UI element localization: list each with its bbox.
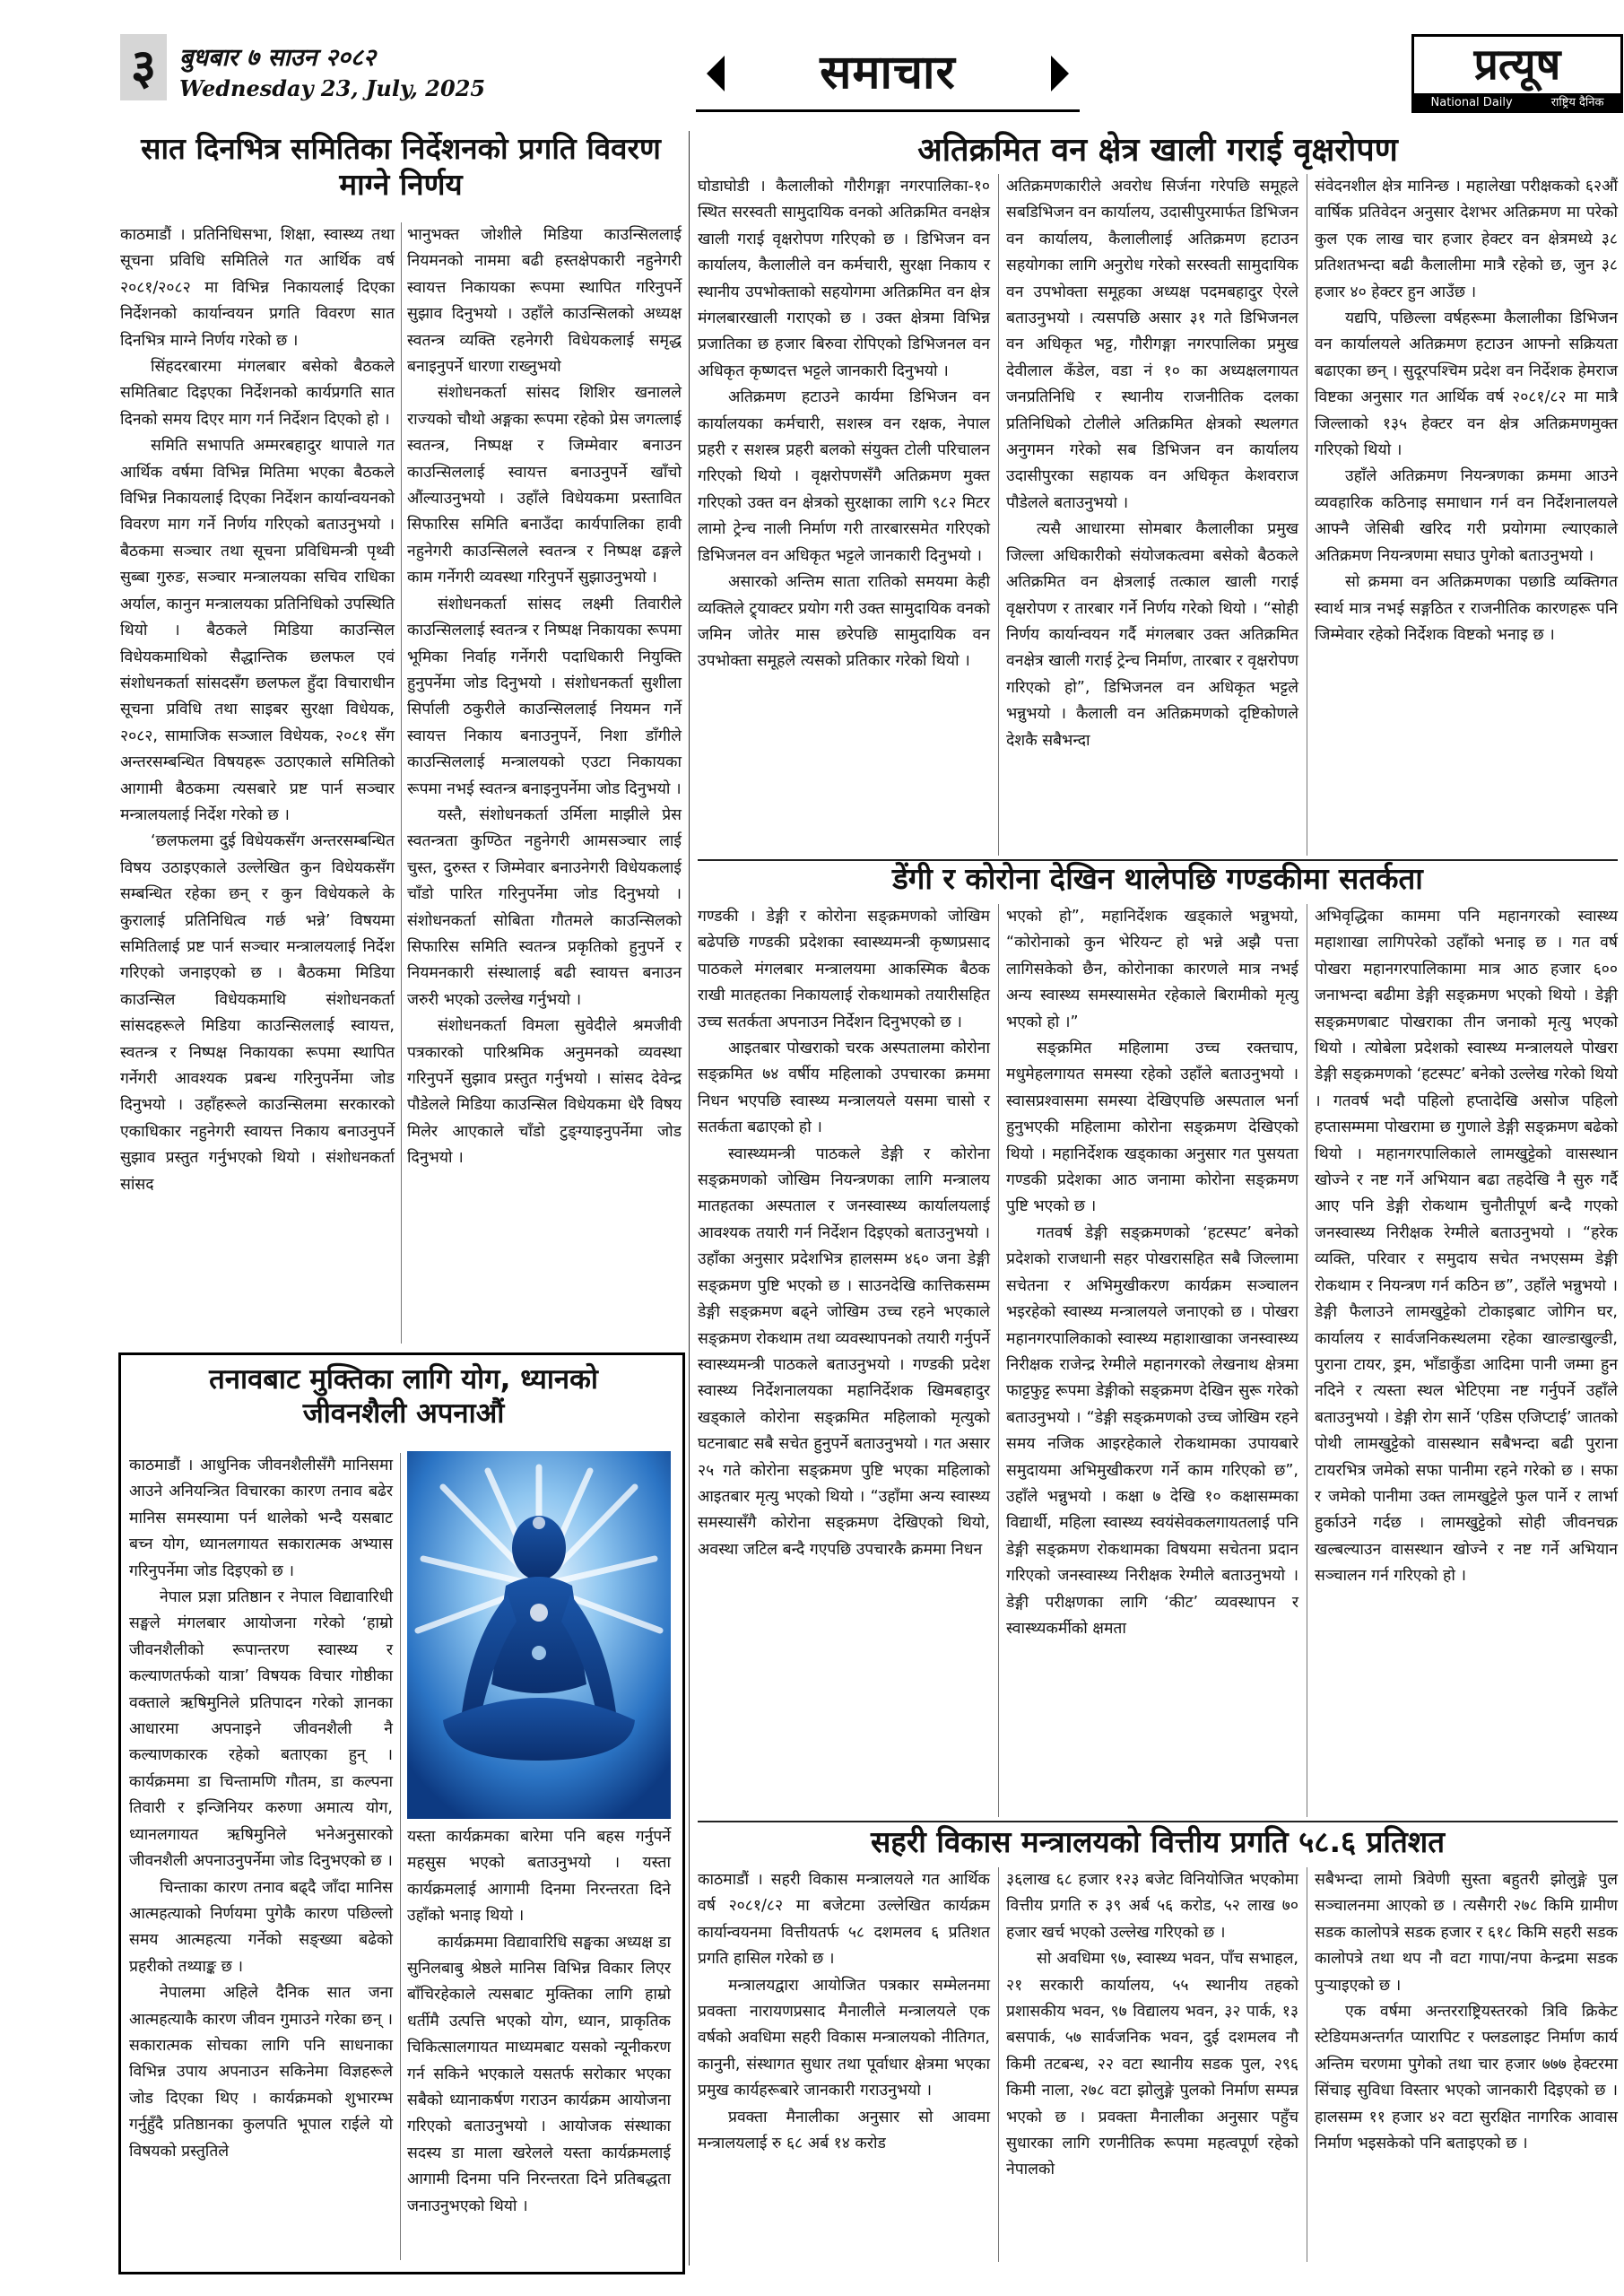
story3-headline: डेंगी र कोरोना देखिन थालेपछि गण्डकीमा सतर्कता: [892, 861, 1423, 896]
story3-paragraph: गण्डकी । डेङ्गी र कोरोना सङ्क्रमणको जोखिम बढेपछि गण्डकी प्रदेशका स्वास्थ्यमन्त्री कृष्णप्रसाद पाठकले मंगलबार मन्त्रालयमा आकस्मिक बैठक राखी मातहतका निकायलाई रोकथामको तयारीसहित उच्च सतर्कता अपनाउन निर्देशन दिनुभएको छ ।: [698, 908, 990, 1031]
story2-paragraph: असारको अन्तिम साता रातिको समयमा केही व्यक्तिले ट्र्याक्टर प्रयोग गरी उक्त सामुदायिक वनको जमिन जोतेर मास छरेपछि सामुदायिक वन उपभोक्ता समूहले त्यसको प्रतिकार गरेको थियो ।: [698, 573, 990, 671]
tagline-nepali: राष्ट्रिय दैनिक: [1550, 96, 1604, 109]
story3-paragraph: अभिवृद्धिका काममा पनि महानगरको स्वास्थ्य महाशाखा लागिपरेको उहाँको भनाइ छ । गत वर्ष पोखरा महानगरपालिकामा मात्र आठ हजार ६०० जनाभन्दा बढीमा डेङ्गी सङ्क्रमण भएको थियो । डेङ्गी सङ्क्रमणबाट पोखराका तीन जनाको मृत्यु भएको थियो । त्योबेला प्रदेशको स्वास्थ्य मन्त्रालयले पोखरा डेङ्गी सङ्क्रमणको ‘हटस्पट’ बनेको उल्लेख गरेको थियो । गतवर्ष भदौ पहिलो हप्तादेखि असोज पहिलो हप्तासम्ममा पोखरामा छ गुणाले डेङ्गी सङ्क्रमण बढेको थियो । महानगरपालिकाले लामखुट्टेको वासस्थान खोज्ने र नष्ट गर्ने अभियान बढा तहदेखि नै सुरु गर्दै आए पनि डेङ्गी रोकथाम चुनौतीपूर्ण बन्दै गएको जनस्वास्थ्य निरीक्षक रेग्मीले बताउनुभयो । “हरेक व्यक्ति, परिवार र समुदाय सचेत नभएसम्म डेङ्गी रोकथाम र नियन्त्रण गर्न कठिन छ”, उहाँले भन्नुभयो । डेङ्गी फैलाउने लामखुट्टेको टोकाइबाट जोगिन घर, कार्यालय र सार्वजनिकस्थलमा रहेका खाल्डाखुल्डी, पुराना टायर, ड्रम, भाँडाकुँडा आदिमा पानी जम्मा हुन नदिने र त्यस्ता स्थल भेटिएमा नष्ट गर्नुपर्ने उहाँले बताउनुभयो । डेङ्गी रोग सार्ने ‘एडिस एजिप्टाई’ जातको पोथी लामखुट्टेको वासस्थान सबैभन्दा बढी पुराना टायरभित्र जमेको सफा पानीमा रहने गरेको छ । सफा र जमेको पानीमा उक्त लामखुट्टेले फुल पार्ने र लार्भा हुर्काउने गर्दछ । लामखुट्टेको सोही जीवनचक्र खल्बल्याउन वासस्थान खोज्ने र नष्ट गर्ने अभियान सञ्चालन गर्न गरिएको हो ।: [1315, 908, 1618, 1586]
story5-paragraph: प्रवक्ता मैनालीका अनुसार सो आवमा मन्त्रालयलाई रु ६८ अर्ब १४ करोड: [698, 2108, 990, 2153]
story2-paragraph: सो क्रममा वन अतिक्रमणका पछाडि व्यक्तिगत स्वार्थ मात्र नभई सङ्गठित र राजनीतिक कारणहरू पनि जिम्मेवार रहेको निर्देशक विष्टको भनाइ छ ।: [1315, 573, 1618, 644]
story1-paragraph: संशोधनकर्ता सांसद लक्ष्मी तिवारीले काउन्सिललाई स्वतन्त्र र निष्पक्ष निकायका रूपमा भूमिका निर्वाह गर्नेगरी पदाधिकारी नियुक्ति हुनुपर्नेमा जोड दिनुभयो । संशोधनकर्ता सुशीला सिर्पाली ठकुरीले काउन्सिललाई नियमन गर्ने स्वायत्त निकाय बनाउनुपर्ने, निशा डाँगीले काउन्सिललाई मन्त्रालयको एउटा निकायका रूपमा नभई स्वतन्त्र बनाइनुपर्नेमा जोड दिनुभयो ।: [407, 595, 682, 798]
story4-headline: तनावबाट मुक्तिका लागि योग, ध्यानको जीवनशैली अपनाऔं: [209, 1363, 598, 1430]
date-english: Wednesday 23, July, 2025: [179, 75, 486, 101]
column-divider: [400, 1453, 401, 2260]
story5-headline: सहरी विकास मन्त्रालयको वित्तीय प्रगति ५८.६ प्रतिशत: [870, 1824, 1446, 1859]
story5-paragraph: काठमाडौं । सहरी विकास मन्त्रालयले गत आर्थिक वर्ष २०८१/८२ मा बजेटमा उल्लेखित कार्यक्रम कार्यान्वयनमा वित्तीयतर्फ ५८ दशमलव ६ प्रतिशत प्रगति हासिल गरेको छ ।: [698, 1871, 990, 1969]
story4-column-1: [129, 1453, 393, 2165]
page-header: [120, 34, 1618, 120]
masthead-logo: [1411, 34, 1618, 115]
story1-paragraph: यस्तै, संशोधनकर्ता उर्मिला माझीले प्रेस स्वतन्त्रता कुण्ठित नहुनेगरी आमसञ्चार लाई चुस्त, दुरुस्त र जिम्मेवार बनाउनेगरी विधेयकलाई चाँडो पारित गरिनुपर्नेमा जोड दिनुभयो । संशोधनकर्ता सोबिता गौतमले काउन्सिलको सिफारिस समिति स्वतन्त्र प्रकृतिको हुनुपर्ने र नियमनकारी संस्थालाई बढी स्वायत्त बनाउन जरुरी भएको उल्लेख गर्नुभयो ।: [407, 805, 682, 1009]
section-divider: [698, 1821, 1618, 1822]
column-divider: [998, 1867, 999, 2262]
story2-paragraph: त्यसै आधारमा सोमबार कैलालीका प्रमुख जिल्ला अधिकारीको संयोजकत्वमा बसेको बैठकले अतिक्रमित वन क्षेत्रलाई तत्काल खाली गराई वृक्षरोपण र तारबार गर्ने निर्णय गरेको थियो । “सोही निर्णय कार्यान्वयन गर्दै मंगलबार उक्त अतिक्रमित वनक्षेत्र खाली गराई ट्रेन्च निर्माण, तारबार र वृक्षरोपण गरिएको हो”, डिभिजनल वन अधिकृत भट्टले भन्नुभयो । कैलाली वन अतिक्रमणको दृष्टिकोणले देशकै सबैभन्दा: [1006, 520, 1298, 750]
story5-column-1: [698, 1867, 990, 2157]
story3-paragraph: भएको हो”, महानिर्देशक खड्काले भन्नुभयो, “कोरोनाको कुन भेरियन्ट हो भन्ने अझै पत्ता लागिसकेको छैन, कोरोनाका कारणले मात्र नभई अन्य स्वास्थ्य समस्यासमेत रहेकाले बिरामीको मृत्यु भएको हो ।”: [1006, 908, 1298, 1031]
story3-column-1: [698, 904, 990, 1563]
story2-paragraph: यद्यपि, पछिल्ला वर्षहरूमा कैलालीका डिभिजन वन कार्यालयले अतिक्रमण हटाउन आफ्नो सक्रियता बढाएका छन् । सुदूरपश्चिम प्रदेश वन निर्देशक हेमराज विष्टका अनुसार गत आर्थिक वर्ष २०८१/८२ मा मात्रै जिल्लाको १३५ हेक्टर वन क्षेत्र अतिक्रमणमुक्त गरिएको थियो ।: [1315, 309, 1618, 460]
meditation-photo: [407, 1451, 671, 1819]
triangle-right-icon: [1051, 56, 1069, 91]
story1-paragraph: संशोधनकर्ता विमला सुवेदीले श्रमजीवी पत्रकारको पारिश्रमिक अनुमनको व्यवस्था गरिनुपर्ने सुझाव प्रस्तुत गर्नुभयो । सांसद देवेन्द्र पौडेलले मिडिया काउन्सिल विधेयकमा धेरै विषय मिलेर आएकाले चाँडो टुङ्ग्याइनुपर्नेमा जोड दिनुभयो ।: [407, 1017, 682, 1168]
story2-paragraph: अतिक्रमणकारीले अवरोध सिर्जना गरेपछि समूहले सबडिभिजन वन कार्यालय, उदासीपुरमार्फत डिभिजन वन कार्यालय, कैलालीलाई अतिक्रमण हटाउन सहयोगका लागि अनुरोध गरेको सरस्वती सामुदायिक वन उपभोक्ता समूहका अध्यक्ष पदमबहादुर ऐरले बताउनुभयो । त्यसपछि असार ३१ गते डिभिजनल वन अधिकृत भट्ट, गौरीगङ्गा नगरपालिका प्रमुख देवीलाल कँडेल, वडा नं १० का अध्यक्षलगायत जनप्रतिनिधि र स्थानीय राजनीतिक दलका प्रतिनिधिको टोलीले अतिक्रमित क्षेत्रको स्थलगत अनुगमन गरेको सब डिभिजन वन कार्यालय उदासीपुरका सहायक वन अधिकृत केशवराज पौडेलले बताउनुभयो ।: [1006, 178, 1298, 512]
story2-column-2: [1006, 174, 1298, 754]
story3-paragraph: सङ्क्रमित महिलामा उच्च रक्तचाप, मधुमेहलगायत समस्या रहेको उहाँले बताउनुभयो । स्वासप्रश्वासमा समस्या देखिएपछि अस्पताल भर्ना हुनुभएकी महिलामा कोरोना सङ्क्रमण देखिएको थियो । महानिर्देशक खड्काका अनुसार गत पुसयता गण्डकी प्रदेशका आठ जनामा कोरोना सङ्क्रमण पुष्टि भएको छ ।: [1006, 1039, 1298, 1216]
story4-paragraph: चिन्ताका कारण तनाव बढ्दै जाँदा मानिस आत्महत्याको निर्णयमा पुगेकै कारण पछिल्लो समय आत्महत्या गर्नेको सङ्ख्या बढेको प्रहरीको तथ्याङ्क छ ।: [129, 1878, 393, 1976]
story3-column-2: [1006, 904, 1298, 1642]
story1-paragraph: भानुभक्त जोशीले मिडिया काउन्सिललाई नियमनको नाममा बढी हस्तक्षेपकारी नहुनेगरी स्वायत्त निकायका रूपमा स्थापित गरिनुपर्ने सुझाव दिनुभयो । उहाँले काउन्सिलको अध्यक्ष स्वतन्त्र व्यक्ति रहनेगरी विधेयकलाई समृद्ध बनाइनुपर्ने धारणा राख्नुभयो: [407, 226, 682, 377]
story1-paragraph: संशोधनकर्ता सांसद शिशिर खनालले राज्यको चौथो अङ्गका रूपमा रहेको प्रेस जगत्लाई स्वतन्त्र, निष्पक्ष र जिम्मेवार बनाउन काउन्सिललाई स्वायत्त बनाउनुपर्ने खाँचो औंल्याउनुभयो । उहाँले विधेयकमा प्रस्तावित सिफारिस समिति बनाउँदा कार्यपालिका हावी नहुनेगरी काउन्सिलले स्वतन्त्र र निष्पक्ष ढङ्गले काम गर्नेगरी व्यवस्था गरिनुपर्ने सुझाउनुभयो ।: [407, 384, 682, 587]
story2-column-1: [698, 174, 990, 675]
masthead-title: प्रत्यूष: [1411, 34, 1623, 97]
page-number: ३: [120, 34, 167, 100]
story2-paragraph: संवेदनशील क्षेत्र मानिन्छ । महालेखा परीक्षकको ६२औं वार्षिक प्रतिवेदन अनुसार देशभर अतिक्रमण मा परेको कुल एक लाख चार हजार हेक्टर वन क्षेत्रमध्ये ३८ प्रतिशतभन्दा बढी कैलालीमा मात्रै रहेको छ, जुन ३८ हजार ४० हेक्टर हुन आउँछ ।: [1315, 178, 1618, 301]
triangle-left-icon: [707, 56, 725, 91]
story3-paragraph: आइतबार पोखराको चरक अस्पतालमा कोरोना सङ्क्रमित ७४ वर्षीय महिलाको उपचारका क्रममा निधन भएपछि स्वास्थ्य मन्त्रालयले यसमा चासो र सतर्कता बढाएको हो ।: [698, 1039, 990, 1137]
story2-paragraph: उहाँले अतिक्रमण नियन्त्रणका क्रममा आउने व्यवहारिक कठिनाइ समाधान गर्न वन निर्देशनालयले आफ्नै जेसिबी खरिद गरी प्रयोगमा ल्याएकाले अतिक्रमण नियन्त्रणमा सघाउ पुगेको बताउनुभयो ।: [1315, 467, 1618, 565]
story4-paragraph: नेपाल प्रज्ञा प्रतिष्ठान र नेपाल विद्यावारिधी सङ्घले मंगलबार आयोजना गरेको ‘हाम्रो जीवनशैलीको रूपान्तरण स्वास्थ्य र कल्याणतर्फको यात्रा’ विषयक विचार गोष्ठीका वक्ताले ऋषिमुनिले प्रतिपादन गरेको ज्ञानका आधारमा अपनाइने जीवनशैली नै कल्याणकारक रहेको बताएका हुन् । कार्यक्रममा डा चिन्तामणि गौतम, डा कल्पना तिवारी र इन्जिनियर करुणा अमात्य योग, ध्यानलगायत ऋषिमुनिले भनेअनुसारको जीवनशैली अपनाउनुपर्नेमा जोड दिनुभएको छ ।: [129, 1588, 393, 1871]
story4-column-2: [407, 1824, 671, 2220]
story5-paragraph: एक वर्षमा अन्तरराष्ट्रियस्तरको त्रिवि क्रिकेट स्टेडियमअन्तर्गत प्यारापिट र फ्लडलाइट निर्माण कार्य अन्तिम चरणमा पुगेको तथा चार हजार ७७७ हेक्टरमा सिंचाइ सुविधा विस्तार भएको जानकारी दिइएको छ । हालसम्म ११ हजार ४२ वटा सुरक्षित नागरिक आवास निर्माण भइसकेको पनि बताइएको छ ।: [1315, 2003, 1618, 2153]
story4-paragraph: कार्यक्रममा विद्यावारिधि सङ्घका अध्यक्ष डा सुनिलबाबु श्रेष्ठले मानिस विभिन्न विकार लिएर बाँचिरहेकाले त्यसबाट मुक्तिका लागि हाम्रो धर्तीमै उत्पत्ति भएको योग, ध्यान, प्राकृतिक चिकित्सालगायत माध्यमबाट यसको न्यूनीकरण गर्न सकिने भएकाले यसतर्फ सरोकार भएका सबैको ध्यानाकर्षण गराउन कार्यक्रम आयोजना गरिएको बताउनुभयो । आयोजक संस्थाका सदस्य डा माला खरेलले यस्ता कार्यक्रमलाई आगामी दिनमा पनि निरन्तरता दिने प्रतिबद्धता जनाउनुभएको थियो ।: [407, 1933, 671, 2215]
story3-paragraph: स्वास्थ्यमन्त्री पाठकले डेङ्गी र कोरोना सङ्क्रमणको जोखिम नियन्त्रणका लागि मन्त्रालय मातहतका अस्पताल र जनस्वास्थ्य कार्यालयलाई आवश्यक तयारी गर्न निर्देशन दिइएको बताउनुभयो । उहाँका अनुसार प्रदेशभित्र हालसम्म ४६० जना डेङ्गी सङ्क्रमण पुष्टि भएको छ । साउनदेखि कात्तिकसम्म डेङ्गी सङ्क्रमण बढ्ने जोखिम उच्च रहने भएकाले सङ्क्रमण रोकथाम तथा व्यवस्थापनको तयारी गर्नुपर्ने स्वास्थ्यमन्त्री पाठकले बताउनुभयो । गण्डकी प्रदेश स्वास्थ्य निर्देशनालयका महानिर्देशक खिमबहादुर खड्काले कोरोना सङ्क्रमित महिलाको मृत्युको घटनाबाट सबै सचेत हुनुपर्ने बताउनुभयो । गत असार २५ गते कोरोना सङ्क्रमण पुष्टि भएका महिलाको आइतबार मृत्यु भएको थियो । “उहाँमा अन्य स्वास्थ्य समस्यासँगै कोरोना सङ्क्रमण देखिएको थियो, अवस्था जटिल बन्दै गएपछि उपचारकै क्रममा निधन: [698, 1144, 990, 1559]
story2-paragraph: घोडाघोडी । कैलालीको गौरीगङ्गा नगरपालिका-१० स्थित सरस्वती सामुदायिक वनको अतिक्रमित वनक्षेत्र खाली गराई वृक्षरोपण गरिएको छ । डिभिजन वन कार्यालय, कैलालीले वन कर्मचारी, सुरक्षा निकाय र स्थानीय उपभोक्ताको सहयोगमा अतिक्रमित वन क्षेत्र मंगलबारखाली गराएको छ । उक्त क्षेत्रमा विभिन्न प्रजातिका छ हजार बिरुवा रोपिएको डिभिजनल वन अधिकृत कृष्णदत्त भट्टले जानकारी दिनुभयो ।: [698, 178, 990, 380]
column-divider: [401, 222, 402, 1344]
story1-paragraph: काठमाडौं । प्रतिनिधिसभा, शिक्षा, स्वास्थ्य तथा सूचना प्रविधि समितिले गत आर्थिक वर्ष २०८१/२०८२ मा विभिन्न निकायलाई दिएका निर्देशनको कार्यान्वयन प्रगति विवरण सात दिनभित्र माग्ने निर्णय गरेको छ ।: [120, 226, 395, 350]
masthead-tagline: [1411, 93, 1623, 113]
column-divider: [998, 904, 999, 1817]
story1-paragraph: समिति सभापति अम्मरबहादुर थापाले गत आर्थिक वर्षमा विभिन्न मितिमा भएका बैठकले विभिन्न निकायलाई दिएका निर्देशन कार्यान्वयनको विवरण माग गर्ने निर्णय गरिएको बताउनुभयो । बैठकमा सञ्चार तथा सूचना प्रविधिमन्त्री पृथ्वी सुब्बा गुरुङ, सञ्चार मन्त्रालयका सचिव राधिका अर्याल, कानुन मन्त्रालयका प्रतिनिधिको उपस्थिति थियो । बैठकले मिडिया काउन्सिल विधेयकमाथिको सैद्धान्तिक छलफल एवं संशोधनकर्ता सांसदसँग छलफल हुँदा विचाराधीन सूचना प्रविधि तथा साइबर सुरक्षा विधेयक, २०८२, सामाजिक सञ्जाल विधेयक, २०८१ सँग अन्तरसम्बन्धित विषयहरू उठाएकाले समितिको आगामी बैठकमा त्यसबारे प्रष्ट पार्न सञ्चार मन्त्रालयलाई निर्देश गरेको छ ।: [120, 437, 395, 824]
story5-paragraph: मन्त्रालयद्वारा आयोजित पत्रकार सम्मेलनमा प्रवक्ता नारायणप्रसाद मैनालीले मन्त्रालयले एक वर्षको अवधिमा सहरी विकास मन्त्रालयको नीतिगत, कानुनी, संस्थागत सुधार तथा पूर्वाधार क्षेत्रमा भएका प्रमुख कार्यहरूबारे जानकारी गराउनुभयो ।: [698, 1976, 990, 2100]
story2-paragraph: अतिक्रमण हटाउने कार्यमा डिभिजन वन कार्यालयका कर्मचारी, सशस्त्र वन रक्षक, नेपाल प्रहरी र सशस्त्र प्रहरी बलको संयुक्त टोली परिचालन गरिएको थियो । वृक्षरोपणसँगै अतिक्रमण मुक्त गरिएको उक्त वन क्षेत्रको सुरक्षाका लागि ९८२ मिटर लामो ट्रेन्च नाली निर्माण गरी तारबारसमेत गरिएको डिभिजनल वन अधिकृत भट्टले जानकारी दिनुभयो ।: [698, 388, 990, 565]
column-divider: [998, 174, 999, 856]
tagline-english: National Daily: [1430, 96, 1513, 109]
story3-paragraph: गतवर्ष डेङ्गी सङ्क्रमणको ‘हटस्पट’ बनेको प्रदेशको राजधानी सहर पोखरासहित सबै जिल्लामा सचेतना र अभिमुखीकरण कार्यक्रम सञ्चालन भइरहेको स्वास्थ्य मन्त्रालयले जनाएको छ । पोखरा महानगरपालिकाको स्वास्थ्य महाशाखाका जनस्वास्थ्य निरीक्षक राजेन्द्र रेग्मीले महानगरको लेखनाथ क्षेत्रमा फाट्टफुट्ट रूपमा डेङ्गीको सङ्क्रमण देखिन सुरू गरेको बताउनुभयो । “डेङ्गी सङ्क्रमणको उच्च जोखिम रहने समय नजिक आइरहेकाले रोकथामका उपायबारे समुदायमा अभिमुखीकरण गर्ने काम गरिएको छ”, उहाँले भन्नुभयो । कक्षा ७ देखि १० कक्षासम्मका विद्यार्थी, महिला स्वास्थ्य स्वयंसेवकलगायतलाई पनि डेङ्गी सङ्क्रमण रोकथामका विषयमा सचेतना प्रदान गरिएको जनस्वास्थ्य निरीक्षक रेग्मीले बताउनुभयो । डेङ्गी परीक्षणका लागि ‘कीट’ व्यवस्थापन र स्वास्थ्यकर्मीको क्षमता: [1006, 1223, 1298, 1638]
story5-column-3: [1315, 1867, 1618, 2157]
story2-headline: अतिक्रमित वन क्षेत्र खाली गराई वृक्षरोपण: [917, 132, 1398, 169]
story1-column-2: [407, 222, 682, 1172]
story5-paragraph: सो अवधिमा ९७, स्वास्थ्य भवन, पाँच सभाहल, २१ सरकारी कार्यालय, ५५ स्थानीय तहको प्रशासकीय भवन, ९७ विद्यालय भवन, ३२ पार्क, १३ बसपार्क, ५७ सार्वजनिक भवन, दुई दशमलव नौ किमी तटबन्ध, २२ वटा स्थानीय सडक पुल, २९६ किमी नाला, २७८ वटा झोलुङ्गे पुलको निर्माण सम्पन्न भएको छ । प्रवक्ता मैनालीका अनुसार पहुँच सुधारका लागि रणनीतिक रूपमा महत्वपूर्ण रहेको नेपालको: [1006, 1950, 1298, 2179]
story5-column-2: [1006, 1867, 1298, 2184]
story1-paragraph: सिंहदरबारमा मंगलबार बसेको बैठकले समितिबाट दिइएका निर्देशनको कार्यप्रगति सात दिनको समय दिएर माग गर्न निर्देशन दिएको हो ।: [120, 358, 395, 429]
story1-headline: सात दिनभित्र समितिका निर्देशनको प्रगति विवरण माग्ने निर्णय: [141, 131, 661, 203]
section-title: समाचार: [820, 46, 956, 100]
section-banner: [696, 36, 1080, 112]
story1-paragraph: ‘छलफलमा दुई विधेयकसँग अन्तरसम्बन्धित विषय उठाइएकाले उल्लेखित कुन विधेयकसँग सम्बन्धित रहेका छन् र कुन विधेयकले के कुरालाई प्रतिनिधित्व गर्छ भन्ने’ विषयमा समितिलाई प्रष्ट पार्न सञ्चार मन्त्रालयलाई निर्देश गरिएको जनाइएको छ । बैठकमा मिडिया काउन्सिल विधेयकमाथि संशोधनकर्ता सांसदहरूले मिडिया काउन्सिललाई स्वायत्त, स्वतन्त्र र निष्पक्ष निकायका रूपमा स्थापित गर्नेगरी आवश्यक प्रबन्ध गरिनुपर्नेमा जोड दिनुभयो । उहाँहरूले काउन्सिलमा सरकारको एकाधिकार नहुनेगरी स्वायत्त निकाय बनाउनुपर्ने सुझाव प्रस्तुत गर्नुभएको थियो । संशोधनकर्ता सांसद: [120, 832, 395, 1194]
story3-column-3: [1315, 904, 1618, 1590]
story2-column-3: [1315, 174, 1618, 648]
story4-paragraph: नेपालमा अहिले दैनिक सात जना आत्महत्याकै कारण जीवन गुमाउने गरेका छन् । सकारात्मक सोचका लागि पनि साधनाका विभिन्न उपाय अपनाउन सकिनेमा विज्ञहरूले जोड दिएका थिए । कार्यक्रमको शुभारम्भ गर्नुहुँदै प्रतिष्ठानका कुलपति भूपाल राईले यो विषयको प्रस्तुतिले: [129, 1984, 393, 2161]
story5-paragraph: ३६लाख ६८ हजार १२३ बजेट विनियोजित भएकोमा वित्तीय प्रगति रु ३९ अर्ब ५६ करोड, ५२ लाख ७० हजार खर्च भएको उल्लेख गरिएको छ ।: [1006, 1871, 1298, 1942]
story4-paragraph: यस्ता कार्यक्रमका बारेमा पनि बहस गर्नुपर्ने महसुस भएको बताउनुभयो । यस्ता कार्यक्रमलाई आगामी दिनमा निरन्तरता दिने उहाँको भनाइ थियो ।: [407, 1828, 671, 1926]
column-divider: [689, 131, 690, 2266]
story1-column-1: [120, 222, 395, 1198]
story5-paragraph: सबैभन्दा लामो त्रिवेणी सुस्ता बहुतरी झोलुङ्गे पुल सञ्चालनमा आएको छ । त्यसैगरी २७८ किमि ग्रामीण सडक कालोपत्रे सडक हजार र ६१८ किमि सहरी सडक कालोपत्रे तथा थप नौ वटा गापा/नपा केन्द्रमा सडक पुऱ्याइएको छ ।: [1315, 1871, 1618, 1995]
meditation-figure-icon: [407, 1451, 671, 1819]
date-nepali: बुधबार ७ साउन २०८२: [179, 44, 376, 72]
story4-paragraph: काठमाडौं । आधुनिक जीवनशैलीसँगै मानिसमा आउने अनियन्त्रित विचारका कारण तनाव बढेर मानिस समस्यामा पर्न थालेको भन्दै यसबाट बच्न योग, ध्यानलगायत सकारात्मक अभ्यास गरिनुपर्नेमा जोड दिइएको छ ।: [129, 1457, 393, 1580]
